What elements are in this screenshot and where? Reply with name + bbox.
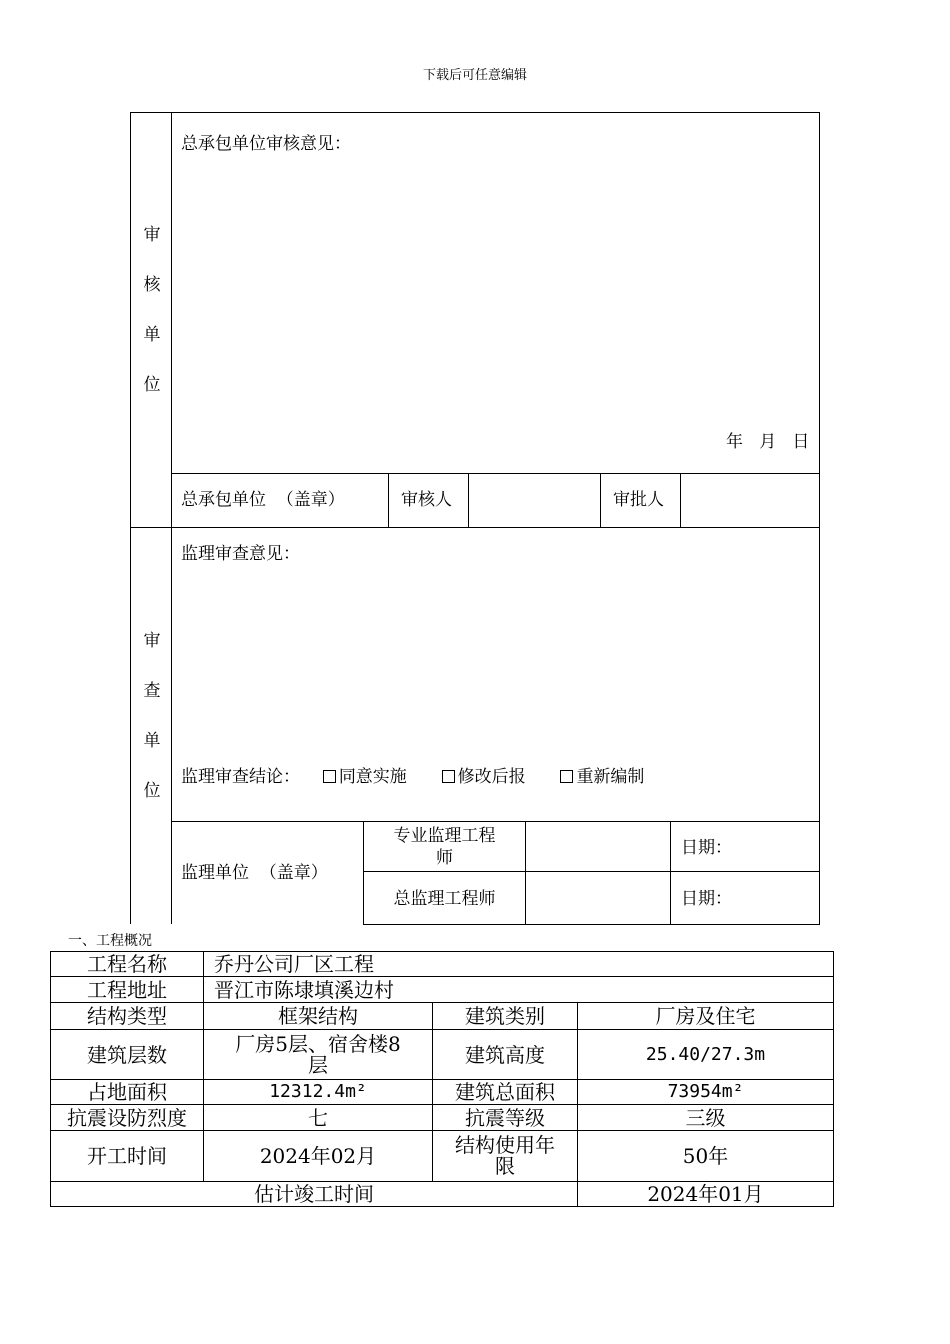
inspect-side-char-3: 单 — [143, 731, 161, 751]
address-label: 工程地址 — [87, 977, 167, 1002]
overview-heading: 一、工程概况 — [68, 933, 152, 949]
seismic-grade-label: 抗震等级 — [465, 1105, 545, 1130]
checkbox-icon — [560, 770, 573, 783]
review-side-char-1: 审 — [143, 225, 161, 245]
floors-value-line1: 厂房5层、宿舍楼8 — [235, 1031, 401, 1056]
start-date-label: 开工时间 — [87, 1144, 167, 1168]
specialist-date-label: 日期： — [681, 838, 732, 858]
specialist-engineer-line2: 师 — [436, 848, 453, 868]
total-area-value: 73954m² — [667, 1081, 744, 1102]
contractor-opinion-label: 总承包单位审核意见： — [181, 134, 351, 154]
service-life-label-line1: 结构使用年 — [455, 1133, 555, 1157]
land-area-label: 占地面积 — [87, 1080, 167, 1104]
option-revise-checkbox[interactable] — [442, 767, 526, 787]
review-date-line: 年 月 日 — [726, 432, 810, 452]
reviewer-label: 审核人 — [401, 490, 452, 510]
reviewer-signature-field[interactable] — [469, 474, 599, 526]
specialist-engineer-label — [364, 825, 525, 869]
inspect-side-char-1: 审 — [143, 631, 161, 651]
chief-engineer-label: 总监理工程师 — [393, 889, 496, 909]
floors-value-line2: 层 — [308, 1052, 328, 1077]
specialist-signature-field[interactable] — [526, 822, 669, 870]
review-side-char-2: 核 — [143, 275, 161, 295]
service-life-label-line2: 限 — [495, 1154, 515, 1178]
option-redo-label: 重新编制 — [576, 767, 645, 787]
inspect-side-char-2: 查 — [143, 681, 161, 701]
approver-signature-field[interactable] — [681, 474, 818, 526]
project-name-value: 乔丹公司厂区工程 — [214, 952, 374, 976]
address-value: 晋江市陈埭填溪边村 — [214, 977, 394, 1002]
seismic-intensity-label: 抗震设防烈度 — [67, 1105, 187, 1130]
option-agree-label: 同意实施 — [338, 767, 407, 787]
chief-date-label: 日期： — [681, 889, 732, 909]
inspect-side-char-4: 位 — [143, 781, 161, 801]
option-agree-checkbox[interactable] — [323, 767, 407, 787]
structure-type-value: 框架结构 — [278, 1004, 358, 1028]
supervision-conclusion-label: 监理审查结论： — [181, 767, 300, 787]
service-life-label — [433, 1131, 577, 1181]
checkbox-icon — [323, 770, 336, 783]
supervisor-seal-label: 监理单位 （盖章） — [181, 863, 328, 883]
land-area-value: 12312.4m² — [269, 1081, 367, 1102]
project-name-label: 工程名称 — [87, 952, 167, 976]
review-side-char-4: 位 — [143, 375, 161, 395]
completion-label: 估计竣工时间 — [254, 1182, 374, 1206]
supervision-opinion-label: 监理审查意见： — [181, 544, 300, 564]
specialist-engineer-line1: 专业监理工程 — [393, 826, 496, 846]
completion-value: 2024年01月 — [647, 1182, 764, 1206]
start-date-value: 2024年02月 — [259, 1144, 377, 1168]
seismic-intensity-value: 七 — [308, 1105, 328, 1130]
height-value: 25.40/27.3m — [645, 1043, 766, 1065]
supervision-conclusion-row — [181, 767, 644, 787]
service-life-value: 50年 — [682, 1144, 729, 1168]
floors-value — [204, 1030, 432, 1079]
chief-signature-field[interactable] — [526, 872, 669, 923]
option-redo-checkbox[interactable] — [560, 767, 644, 787]
height-label: 建筑高度 — [465, 1042, 545, 1067]
building-category-label: 建筑类别 — [465, 1004, 545, 1028]
approver-label: 审批人 — [613, 490, 664, 510]
checkbox-icon — [442, 770, 455, 783]
building-category-value: 厂房及住宅 — [655, 1004, 756, 1028]
seismic-grade-value: 三级 — [685, 1105, 726, 1130]
option-revise-label: 修改后报 — [457, 767, 526, 787]
structure-type-label: 结构类型 — [87, 1004, 167, 1028]
contractor-seal-label: 总承包单位 （盖章） — [181, 490, 345, 510]
total-area-label: 建筑总面积 — [455, 1080, 555, 1104]
review-side-char-3: 单 — [143, 325, 161, 345]
header-note: 下载后可任意编辑 — [422, 68, 527, 83]
floors-label: 建筑层数 — [87, 1042, 167, 1067]
